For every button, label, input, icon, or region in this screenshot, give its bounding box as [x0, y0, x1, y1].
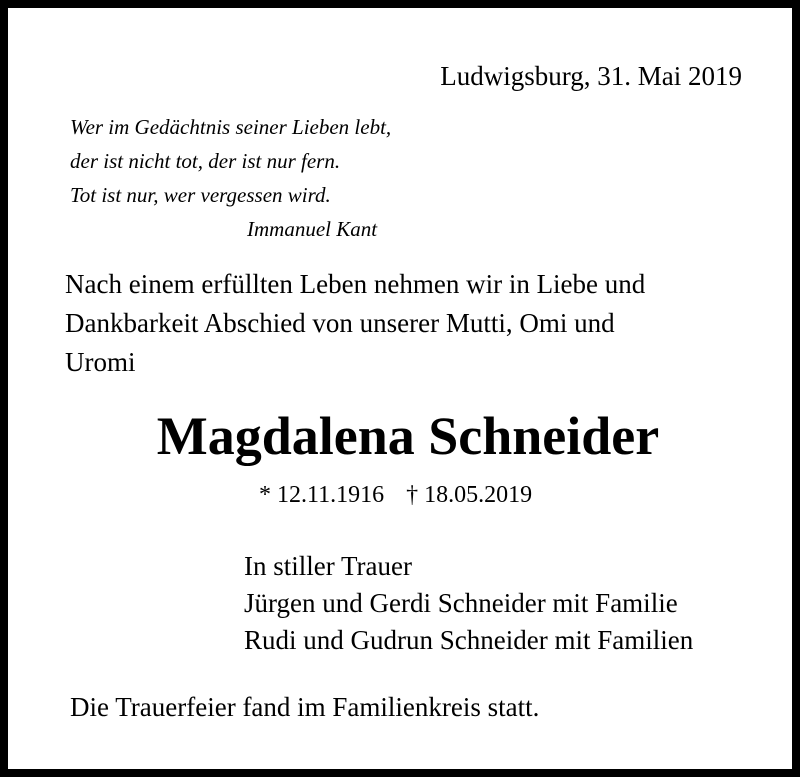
memorial-quote [70, 110, 391, 246]
deceased-name: Magdalena Schneider [156, 406, 660, 466]
quote-line: der ist nicht tot, der ist nur fern. [70, 149, 341, 173]
mourner-line: Jürgen und Gerdi Schneider mit Familie [244, 588, 678, 618]
life-dates [259, 480, 532, 510]
quote-author: Immanuel Kant [247, 217, 378, 241]
quote-line: Wer im Gedächtnis seiner Lieben lebt, [70, 115, 392, 139]
dateline: Ludwigsburg, 31. Mai 2019 [440, 61, 742, 91]
intro-text [65, 265, 735, 382]
intro-line: Dankbarkeit Abschied von unserer Mutti, Omi und [65, 308, 615, 338]
mourner-line: Rudi und Gudrun Schneider mit Familien [244, 625, 694, 655]
mourners-block [244, 548, 693, 659]
funeral-note: Die Trauerfeier fand im Familienkreis statt. [70, 692, 540, 722]
intro-line: Uromi [65, 347, 136, 377]
mourners-heading: In stiller Trauer [244, 551, 412, 581]
intro-line: Nach einem erfüllten Leben nehmen wir in Liebe und [65, 269, 646, 299]
death-date: † 18.05.2019 [406, 482, 533, 508]
birth-date: * 12.11.1916 [259, 482, 385, 508]
quote-line: Tot ist nur, wer vergessen wird. [70, 183, 331, 207]
